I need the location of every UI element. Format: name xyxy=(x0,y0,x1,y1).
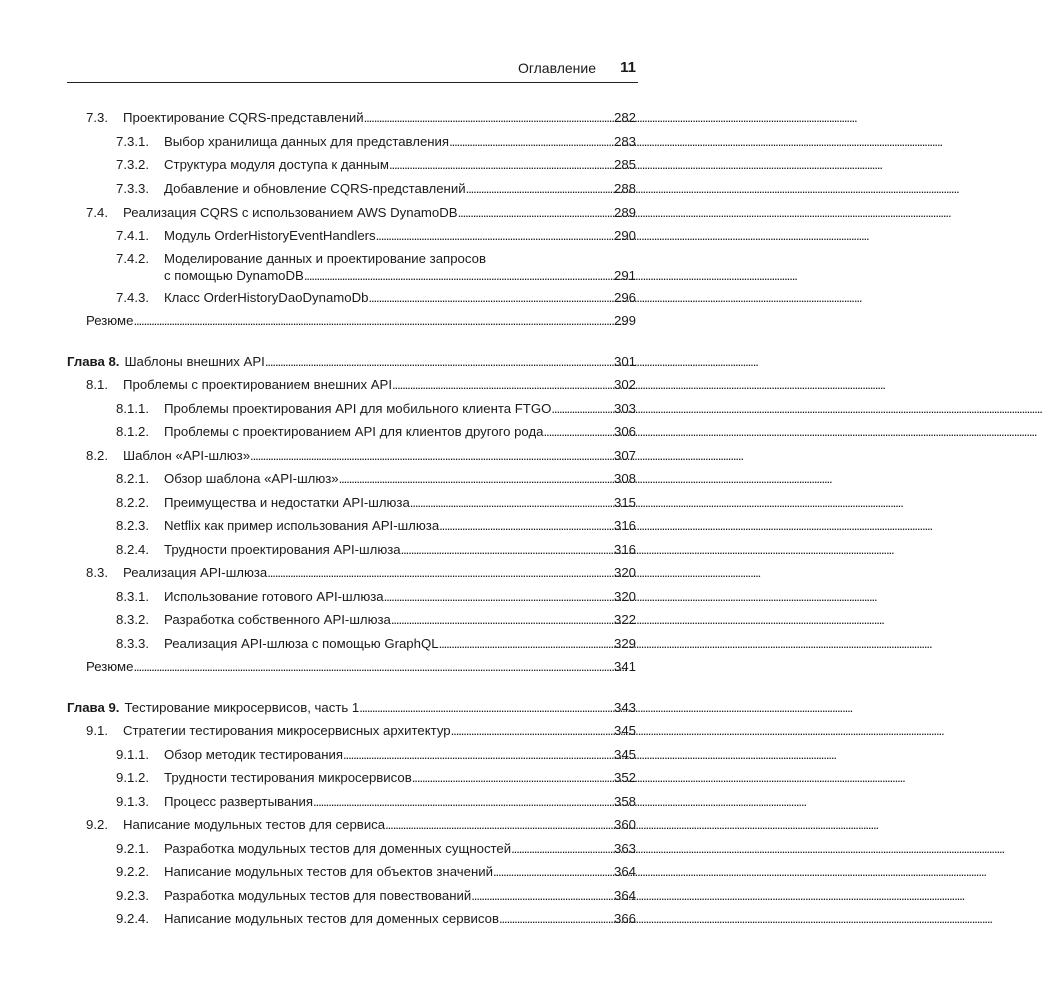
toc-entry-number: 7.4.3. xyxy=(116,290,149,305)
toc-leader-dots xyxy=(449,133,610,150)
toc-entry-number: 8.1. xyxy=(86,377,108,392)
toc-entry-number: 8.2.2. xyxy=(116,495,149,510)
toc-entry-label: Проблемы с проектированием API для клиентов другого рода xyxy=(164,424,544,439)
toc-leader-dots xyxy=(250,447,610,464)
toc-page-number: 363 xyxy=(613,841,636,856)
toc-entry-number: 7.4.2. xyxy=(116,251,149,266)
toc-entry xyxy=(116,470,636,487)
toc-entry xyxy=(116,746,636,763)
toc-entry-label: Реализация CQRS с использованием AWS DynamoDB xyxy=(123,205,458,220)
toc-entry-label: Модуль OrderHistoryEventHandlers xyxy=(164,228,376,243)
toc-page-number: 308 xyxy=(613,471,636,486)
toc-entry-number: 8.3.3. xyxy=(116,636,149,651)
toc-leader-dots xyxy=(368,289,610,306)
toc-page-number: 315 xyxy=(613,495,636,510)
toc-entry-label: Реализация API-шлюза xyxy=(123,565,268,580)
toc-leader-dots xyxy=(265,353,610,370)
toc-entry xyxy=(86,564,636,581)
toc-page-number: 322 xyxy=(613,612,636,627)
toc-leader-dots xyxy=(304,267,610,284)
toc-entry-label: Netflix как пример использования API-шлюза xyxy=(164,518,440,533)
toc-entry-number: 7.4. xyxy=(86,205,108,220)
toc-page-number: 307 xyxy=(613,448,636,463)
toc-entry xyxy=(116,400,636,417)
toc-entry-number: 8.1.1. xyxy=(116,401,149,416)
toc-leader-dots xyxy=(339,470,610,487)
toc-entry-label: Обзор методик тестирования xyxy=(164,747,344,762)
toc-page-number: 282 xyxy=(613,110,636,125)
toc-entry-label: Структура модуля доступа к данным xyxy=(164,157,389,172)
toc-entry-number: 9.2.2. xyxy=(116,864,149,879)
toc-page-number: 358 xyxy=(613,794,636,809)
toc-leader-dots xyxy=(313,793,610,810)
running-header-title: Оглавление xyxy=(517,60,596,76)
toc-entry-number: 9.2.4. xyxy=(116,911,149,926)
toc-entry-number: 7.3.3. xyxy=(116,181,149,196)
toc-entry-number: 8.3.1. xyxy=(116,589,149,604)
toc-chapter-number: Глава 8. xyxy=(67,354,120,369)
toc-leader-dots xyxy=(385,816,610,833)
toc-page-number: 320 xyxy=(613,589,636,604)
toc-entry-number: 9.1.3. xyxy=(116,794,149,809)
toc-entry xyxy=(116,423,636,440)
toc-leader-dots xyxy=(343,746,610,763)
toc-entry-label: Написание модульных тестов для объектов значений xyxy=(164,864,493,879)
toc-entry-number: 8.2.3. xyxy=(116,518,149,533)
toc-entry xyxy=(116,227,636,244)
toc-entry-label: Шаблон «API-шлюз» xyxy=(123,448,251,463)
toc-entry xyxy=(116,635,636,652)
toc-page-number: 296 xyxy=(613,290,636,305)
toc-entry-number: 7.3. xyxy=(86,110,108,125)
toc-entry-label: Реализация API-шлюза с помощью GraphQL xyxy=(164,636,439,651)
toc-leader-dots xyxy=(364,109,610,126)
toc-entry-label: Класс OrderHistoryDaoDynamoDb xyxy=(164,290,369,305)
toc-entry-label: Резюме xyxy=(86,659,134,674)
toc-entry xyxy=(116,769,636,786)
toc-page-number: 320 xyxy=(613,565,636,580)
toc-page-number: 291 xyxy=(613,268,636,283)
toc-leader-dots xyxy=(451,722,610,739)
toc-page-number: 285 xyxy=(613,157,636,172)
toc-page-number: 288 xyxy=(613,181,636,196)
toc-entry xyxy=(116,887,636,904)
toc-entry-number: 9.2.3. xyxy=(116,888,149,903)
toc-entry-label: Разработка собственного API-шлюза xyxy=(164,612,391,627)
toc-leader-dots xyxy=(544,423,610,440)
toc-entry-label: Стратегии тестирования микросервисных архитектур xyxy=(123,723,451,738)
toc-entry-number: 8.1.2. xyxy=(116,424,149,439)
toc-entry-label: Тестирование микросервисов, часть 1 xyxy=(124,700,360,715)
toc-entry-label: Резюме xyxy=(86,313,134,328)
toc-entry xyxy=(86,376,636,393)
toc-entry-number: 8.2.1. xyxy=(116,471,149,486)
toc-leader-dots xyxy=(401,541,610,558)
toc-page-number: 289 xyxy=(613,205,636,220)
toc-entry-label: Использование готового API-шлюза xyxy=(164,589,384,604)
toc-summary-entry xyxy=(86,658,636,675)
toc-entry xyxy=(116,180,636,197)
toc-page-number: 306 xyxy=(613,424,636,439)
toc-page-number: 301 xyxy=(613,354,636,369)
toc-leader-dots xyxy=(391,611,610,628)
toc-entry-label-line1: Моделирование данных и проектирование запросов xyxy=(164,251,486,266)
toc-leader-dots xyxy=(499,910,610,927)
toc-entry-label: Выбор хранилища данных для представления xyxy=(164,134,450,149)
toc-entry xyxy=(116,494,636,511)
toc-chapter-entry xyxy=(67,699,636,716)
toc-entry-label: с помощью DynamoDB xyxy=(164,268,304,283)
page-number: 11 xyxy=(620,59,636,76)
toc-leader-dots xyxy=(389,156,610,173)
toc-entry-label: Преимущества и недостатки API-шлюза xyxy=(164,495,410,510)
toc-leader-dots xyxy=(384,588,610,605)
toc-entry-number: 7.3.1. xyxy=(116,134,149,149)
toc-entry xyxy=(116,517,636,534)
toc-entry-label: Проблемы проектирования API для мобильного клиента FTGO xyxy=(164,401,552,416)
toc-entry-number: 8.3.2. xyxy=(116,612,149,627)
toc-chapter-entry xyxy=(67,353,636,370)
toc-leader-dots xyxy=(412,769,610,786)
toc-leader-dots xyxy=(439,635,610,652)
toc-page-number: 290 xyxy=(613,228,636,243)
toc-page-number: 352 xyxy=(613,770,636,785)
toc-leader-dots xyxy=(493,863,610,880)
toc-page-number: 316 xyxy=(613,542,636,557)
toc-entry xyxy=(86,109,636,126)
toc-page-number: 341 xyxy=(613,659,636,674)
toc-entry-number: 8.3. xyxy=(86,565,108,580)
toc-page-number: 360 xyxy=(613,817,636,832)
toc-entry-label: Трудности тестирования микросервисов xyxy=(164,770,412,785)
toc-entry-label: Шаблоны внешних API xyxy=(124,354,265,369)
toc-leader-dots xyxy=(359,699,610,716)
toc-page-number: 316 xyxy=(613,518,636,533)
toc-entry xyxy=(116,541,636,558)
toc-leader-dots xyxy=(133,658,610,675)
toc-entry xyxy=(86,447,636,464)
toc-leader-dots xyxy=(392,376,610,393)
toc-page-number: 345 xyxy=(613,747,636,762)
toc-page-number: 303 xyxy=(613,401,636,416)
toc-page-number: 299 xyxy=(613,313,636,328)
toc-entry xyxy=(86,816,636,833)
toc-entry xyxy=(116,910,636,927)
toc-entry-label: Обзор шаблона «API-шлюз» xyxy=(164,471,339,486)
toc-chapter-number: Глава 9. xyxy=(67,700,120,715)
toc-entry-number: 9.1.2. xyxy=(116,770,149,785)
toc-page-number: 366 xyxy=(613,911,636,926)
toc-page-number: 302 xyxy=(613,377,636,392)
toc-entry-number: 7.3.2. xyxy=(116,157,149,172)
toc-entry xyxy=(116,611,636,628)
toc-entry xyxy=(116,840,636,857)
toc-entry xyxy=(116,793,636,810)
toc-entry xyxy=(86,722,636,739)
toc-page-number: 364 xyxy=(613,888,636,903)
toc-entry-number: 9.2.1. xyxy=(116,841,149,856)
toc-entry-label: Процесс развертывания xyxy=(164,794,314,809)
toc-leader-dots xyxy=(466,180,610,197)
toc-entry-number: 9.1. xyxy=(86,723,108,738)
toc-entry-number: 9.2. xyxy=(86,817,108,832)
toc-entry xyxy=(116,156,636,173)
toc-leader-dots xyxy=(458,204,610,221)
toc-entry xyxy=(116,289,636,306)
toc-leader-dots xyxy=(551,400,610,417)
toc-entry-label: Написание модульных тестов для сервиса xyxy=(123,817,386,832)
toc-leader-dots xyxy=(410,494,610,511)
toc-entry-label: Трудности проектирования API-шлюза xyxy=(164,542,401,557)
toc-entry-label: Разработка модульных тестов для доменных сущностей xyxy=(164,841,512,856)
toc-leader-dots xyxy=(439,517,610,534)
toc-entry-number: 9.1.1. xyxy=(116,747,149,762)
toc-leader-dots xyxy=(376,227,610,244)
toc-leader-dots xyxy=(267,564,610,581)
toc-leader-dots xyxy=(511,840,610,857)
toc-entry-label: Написание модульных тестов для доменных сервисов xyxy=(164,911,499,926)
toc-entry xyxy=(86,204,636,221)
running-header xyxy=(67,58,638,83)
toc-entry-number: 7.4.1. xyxy=(116,228,149,243)
toc-entry-label: Добавление и обновление CQRS-представлений xyxy=(164,181,466,196)
toc-entry xyxy=(116,250,636,284)
toc-page-number: 345 xyxy=(613,723,636,738)
toc-entry xyxy=(116,133,636,150)
toc-entry-number: 8.2. xyxy=(86,448,108,463)
toc-page-number: 329 xyxy=(613,636,636,651)
toc-entry xyxy=(116,863,636,880)
toc-entry-label: Разработка модульных тестов для повествований xyxy=(164,888,472,903)
toc-entry-label: Проблемы с проектированием внешних API xyxy=(123,377,393,392)
toc-page-number: 343 xyxy=(613,700,636,715)
toc-leader-dots xyxy=(471,887,610,904)
toc-leader-dots xyxy=(133,312,610,329)
toc-entry xyxy=(116,588,636,605)
toc-entry-number: 8.2.4. xyxy=(116,542,149,557)
toc-page-number: 283 xyxy=(613,134,636,149)
toc-entry-label: Проектирование CQRS-представлений xyxy=(123,110,364,125)
toc-summary-entry xyxy=(86,312,636,329)
toc-page-number: 364 xyxy=(613,864,636,879)
